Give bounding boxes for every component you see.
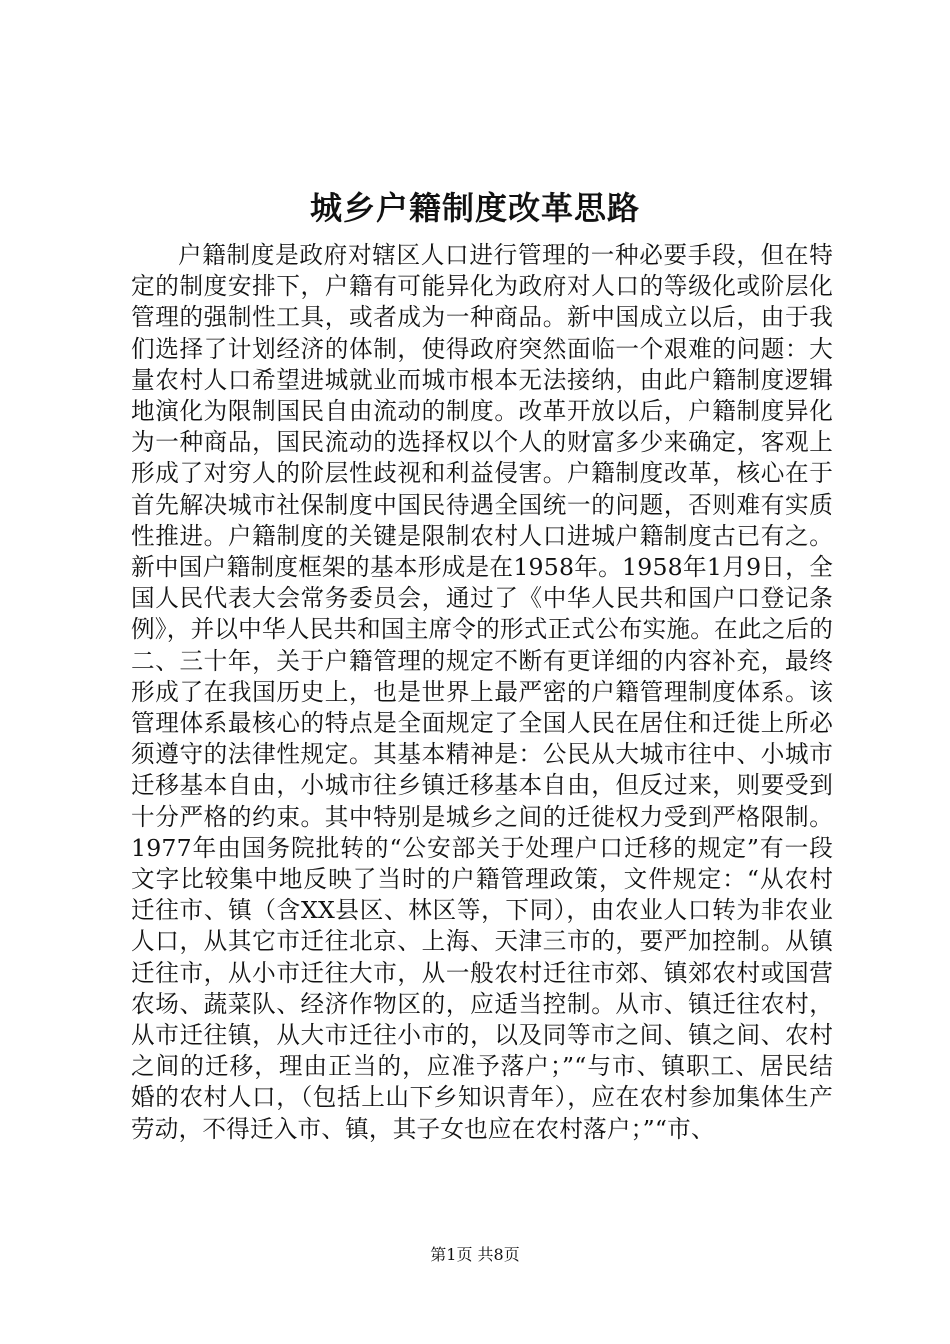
document-title: 城乡户籍制度改革思路: [309, 189, 640, 227]
body-paragraph: 户籍制度是政府对辖区人口进行管理的一种必要手段，但在特定的制度安排下，户籍有可能异化为政府对人口的等级化或阶层化管理的强制性工具，或者成为一种商品。新中国成立以后，由于我们选择了计划经济的体制，使得政府突然面临一个艰难的问题：大量农村人口希望进城就业而城市根本无法接纳，由此户籍制度逻辑地演化为限制国民自由流动的制度。改革开放以后，户籍制度异化为一种商品，国民流动的选择权以个人的财富多少来确定，客观上形成了对穷人的阶层性歧视和利益侵害。户籍制度改革，核心在于首先解决城市社保制度中国民待遇全国统一的问题，否则难有实质性推进。户籍制度的关键是限制农村人口进城户籍制度古已有之。新中国户籍制度框架的基本形成是在1958年。1958年1月9日，全国人民代表大会常务委员会，通过了《中华人民共和国户口登记条例》，并以中华人民共和国主席令的形式正式公布实施。在此之后的二、三十年，关于户籍管理的规定不断有更详细的内容补充，最终形成了在我国历史上，也是世界上最严密的户籍管理制度体系。该管理体系最核心的特点是全面规定了全国人民在居住和迁徙上所必须遵守的法律性规定。其基本精神是：公民从大城市往中、小城市迁移基本自由，小城市往乡镇迁移基本自由，但反过来，则要受到十分严格的约束。其中特别是城乡之间的迁徙权力受到严格限制。1977年由国务院批转的“公安部关于处理户口迁移的规定”有一段文字比较集中地反映了当时的户籍管理政策，文件规定：“从农村迁往市、镇（含XX县区、林区等，下同），由农业人口转为非农业人口，从其它市迁往北京、上海、天津三市的，要严加控制。从镇迁往市，从小市迁往大市，从一般农村迁往市郊、镇郊农村或国营农场、蔬菜队、经济作物区的，应适当控制。从市、镇迁往农村，从市迁往镇，从大市迁往小市的，以及同等市之间、镇之间、农村之间的迁移，理由正当的，应准予落户；”“与市、镇职工、居民结婚的农村人口，（包括上山下乡知识青年），应在农村参加集体生产劳动，不得迁入市、镇，其子女也应在农村落户；”“市、: [131, 241, 834, 1143]
page-footer: 第1页 共8页: [430, 1245, 520, 1264]
